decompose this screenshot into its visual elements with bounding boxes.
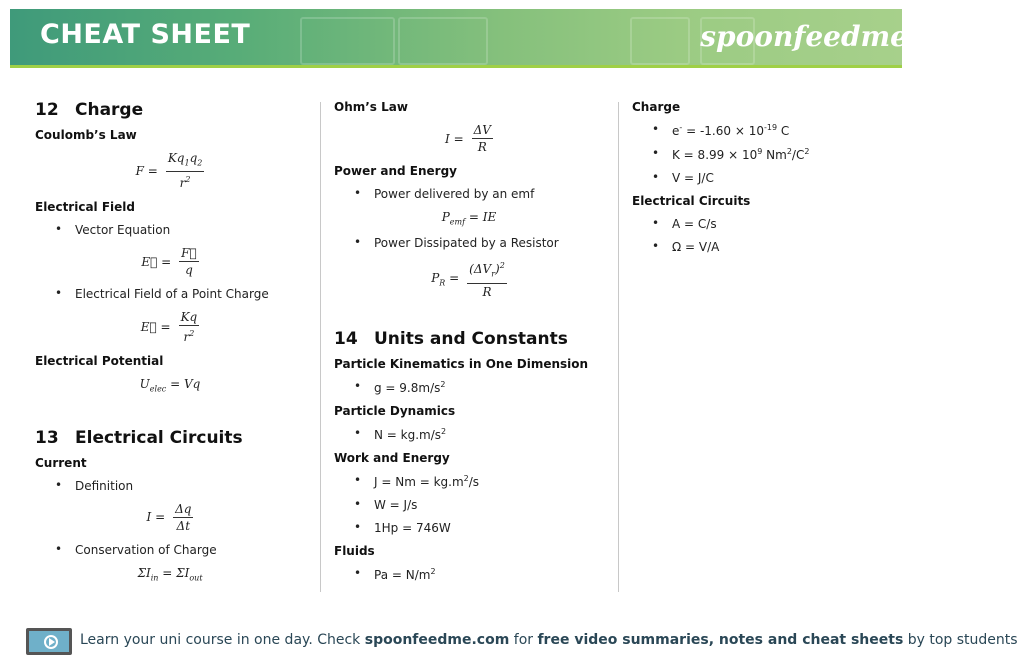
subheading-current: Current	[35, 455, 87, 470]
bullet-point-charge: • Electrical Field of a Point Charge	[35, 287, 305, 301]
section-heading-charge: 12 Charge	[35, 100, 144, 120]
subheading-electrical-circuits: Electrical Circuits	[632, 194, 751, 208]
banner-decoration	[630, 17, 690, 65]
current-definition-equation: I = $\frac{\Delta q}{\Delta t}$	[146, 501, 192, 533]
subheading-coulombs-law: Coulomb’s Law	[35, 128, 137, 142]
bullet-vector-equation: • Vector Equation	[35, 223, 305, 237]
section-heading-electrical-circuits: 13 Electrical Circuits	[35, 427, 243, 448]
subheading-ohms-law: Ohm’s Law	[334, 100, 408, 114]
bullet-pascal: • $Pa = N/m^2$	[334, 567, 604, 582]
emf-power-equation: $P_{emf}$ = IE	[441, 210, 497, 227]
column-divider	[320, 102, 321, 592]
bullet-resistor: • Power Dissipated by a Resistor	[334, 236, 604, 250]
bullet-electron-charge: • $e^- = -1.60 \times 10^{-19}$ C	[632, 123, 892, 138]
brand-logo: spoonfeedme	[700, 20, 908, 53]
bullet-joule: • $J = Nm = kg.m^2/s$	[334, 474, 604, 489]
bullet-conservation: • Conservation of Charge	[35, 543, 305, 557]
footer-text: Learn your uni course in one day. Check spoonfeedme.com for free video summaries, notes and cheat sheets by top students	[80, 632, 1018, 648]
video-icon	[26, 628, 72, 655]
resistor-power-equation: $P_R$ = $\frac{(\Delta V_r)^2}{R}$	[431, 261, 505, 299]
bullet-newton: • $N = kg.m/s^2$	[334, 427, 604, 442]
subheading-electrical-field: Electrical Field	[35, 200, 135, 215]
subheading-charge: Charge	[632, 100, 681, 114]
bullet-emf: • Power delivered by an emf	[334, 187, 604, 201]
header-banner	[10, 9, 908, 68]
column-divider	[618, 102, 619, 592]
banner-decoration	[398, 17, 488, 65]
column-2	[334, 100, 604, 591]
coulomb-equation: F = $\frac{Kq_1q_2}{r^2}$	[135, 151, 203, 191]
bullet-coulomb-constant: • $K = 8.99 \times 10^9$ $Nm^2/C^2$	[632, 147, 892, 162]
subheading-dynamics: Particle Dynamics	[334, 403, 456, 418]
potential-equation: $U_{elec} = Vq$	[139, 377, 201, 394]
section-heading-units: 14 Units and Constants	[334, 328, 568, 349]
bullet-volt: • V = J/C	[632, 171, 892, 185]
subheading-power-energy: Power and Energy	[334, 164, 457, 178]
bullet-definition: • Definition	[35, 479, 305, 493]
banner-decoration	[300, 17, 395, 65]
bullet-gravity: • $g = 9.8m/s^2$	[334, 380, 604, 395]
ohms-law-equation: I = $\frac{\Delta V}{R}$	[445, 123, 491, 154]
subheading-electrical-potential: Electrical Potential	[35, 354, 164, 369]
subheading-work-energy: Work and Energy	[334, 450, 450, 465]
footer-link[interactable]: spoonfeedme.com	[364, 632, 510, 648]
bullet-ohm: • Ω = V/A	[632, 240, 892, 254]
conservation-equation: $\Sigma I_{in} = \Sigma I_{out}$	[137, 565, 203, 583]
point-charge-equation: E⃗ = $\frac{Kq}{r^2}$	[140, 310, 198, 345]
play-icon	[44, 635, 58, 649]
bullet-horsepower: • 1Hp = 746W	[334, 521, 604, 535]
column-3	[632, 100, 892, 263]
page-title: CHEAT SHEET	[40, 19, 251, 50]
column-1	[35, 100, 305, 592]
footer-banner	[24, 626, 1018, 658]
subheading-kinematics: Particle Kinematics in One Dimension	[334, 356, 589, 371]
subheading-fluids: Fluids	[334, 543, 375, 558]
vector-field-equation: E⃗ = $\frac{F⃗}{q}$	[141, 246, 197, 278]
bullet-ampere: • A = C/s	[632, 217, 892, 231]
bullet-watt: • W = J/s	[334, 498, 604, 512]
